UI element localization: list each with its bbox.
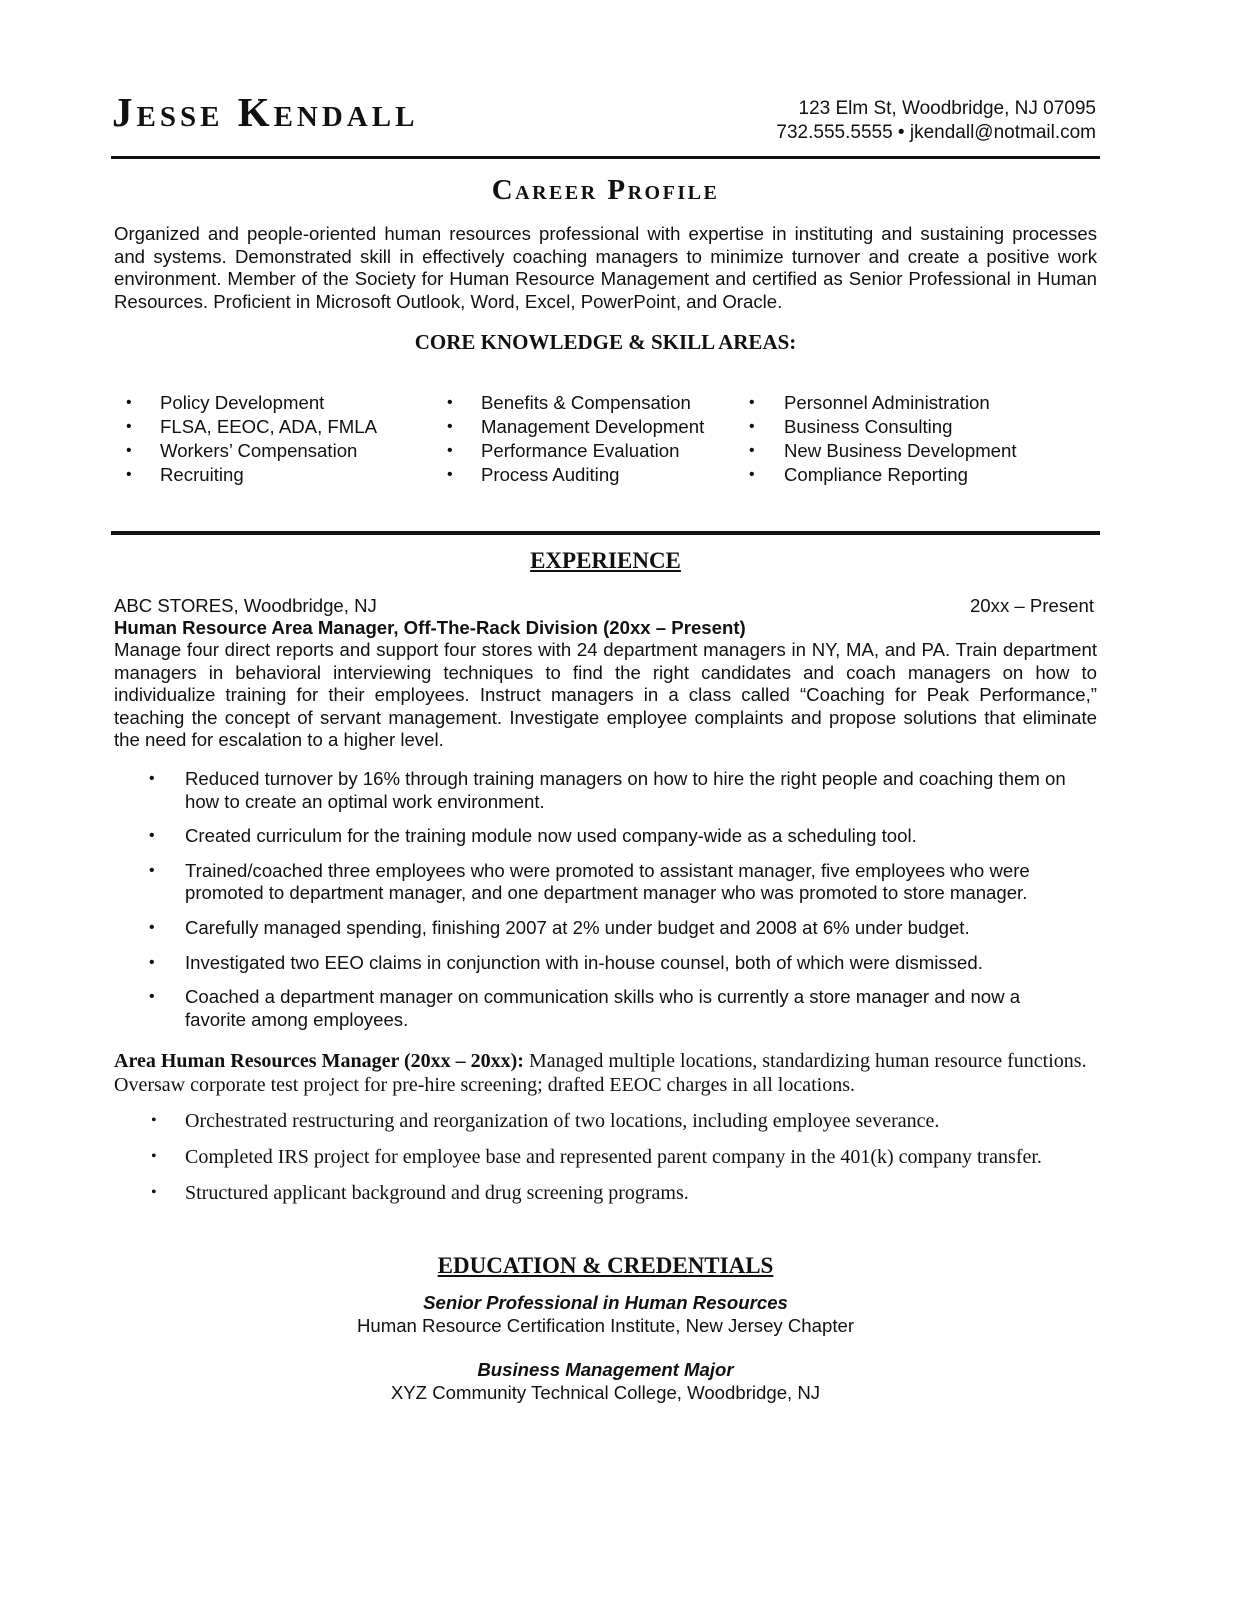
- prior-role-description: Managed multiple locations, standardizing human resource functions. Oversaw corporate test project for pre-hire screening; drafted EEOC charges in all locations.: [114, 1050, 1087, 1096]
- skill-item: • Process Auditing: [447, 464, 620, 485]
- list-item: • Created curriculum for the training module now used company-wide as a scheduling tool.: [149, 825, 917, 847]
- skill-item: • Personnel Administration: [749, 392, 990, 413]
- skill-item: • Workers’ Compensation: [126, 440, 358, 461]
- bullet-icon: •: [149, 770, 155, 787]
- skills-heading: CORE KNOWLEDGE & SKILL AREAS:: [414, 330, 797, 354]
- institution: Human Resource Certification Institute, New Jersey Chapter: [356, 1315, 855, 1336]
- list-item: • Reduced turnover by 16% through training managers on how to hire the right people and coaching them on how to create an optimal work environment.: [149, 768, 1066, 812]
- bullet-icon: •: [749, 466, 755, 483]
- career-profile-heading: Career Profile: [491, 174, 720, 206]
- institution: XYZ Community Technical College, Woodbridge, NJ: [390, 1382, 821, 1403]
- skill-item: • FLSA, EEOC, ADA, FMLA: [126, 416, 377, 437]
- bullet-icon: •: [149, 918, 155, 936]
- header-divider: [111, 156, 1100, 159]
- list-item: • Completed IRS project for employee base and represented parent company in the 401(k) company transfer.: [151, 1146, 1042, 1168]
- bullet-icon: •: [447, 466, 453, 483]
- bullet-icon: •: [749, 394, 755, 411]
- job-title: Human Resource Area Manager, Off-The-Rack Division (20xx – Present): [114, 617, 746, 638]
- bullet-icon: •: [151, 1184, 157, 1201]
- bullet-icon: •: [149, 953, 155, 971]
- job-description: Manage four direct reports and support four stores with 24 department managers in NY, MA, and PA. Train department managers in behavioral interviewing techniques to find the right candidates and coach managers on how to individualize training for their employees. Instruct managers in a class called “Coaching for Peak Performance,” teaching the concept of servant management. Investigate employee complaints and propose solutions that eliminate the need for escalation to a higher level.: [114, 639, 1097, 751]
- skill-item: • Management Development: [447, 416, 705, 437]
- skill-item: • New Business Development: [749, 440, 1017, 461]
- employer: ABC STORES, Woodbridge, NJ: [114, 595, 377, 616]
- prior-achievements-list: [151, 1109, 1085, 1217]
- skill-item: • Recruiting: [126, 464, 244, 485]
- education-heading: EDUCATION & CREDENTIALS: [437, 1253, 774, 1278]
- list-item: • Carefully managed spending, finishing 2007 at 2% under budget and 2008 at 6% under budget.: [149, 916, 970, 938]
- credential-name: Senior Professional in Human Resources: [423, 1292, 788, 1313]
- bullet-icon: •: [151, 1148, 157, 1165]
- list-item: • Investigated two EEO claims in conjunction with in-house counsel, both of which were dismissed.: [149, 951, 983, 973]
- education-item: [111, 1291, 1100, 1337]
- list-item: • Structured applicant background and drug screening programs.: [151, 1182, 689, 1204]
- prior-role-title: Area Human Resources Manager (20xx – 20xx):: [114, 1050, 524, 1072]
- experience-heading: EXPERIENCE: [530, 548, 681, 573]
- credential-name: Business Management Major: [477, 1359, 734, 1380]
- employer-line: [114, 595, 1094, 617]
- bullet-icon: •: [149, 861, 155, 879]
- achievements-list: [149, 768, 1085, 1043]
- skill-item: • Performance Evaluation: [447, 440, 680, 461]
- list-item: • Trained/coached three employees who were promoted to assistant manager, five employees who were promoted to department manager, and one department manager who was promoted to store manager.: [149, 859, 1030, 904]
- skill-item: • Policy Development: [126, 392, 325, 413]
- address: 123 Elm St, Woodbridge, NJ 07095: [798, 98, 1096, 119]
- skill-item: • Business Consulting: [749, 416, 953, 437]
- bullet-icon: •: [126, 442, 132, 459]
- section-divider: [111, 531, 1100, 535]
- skills-column-1: [126, 391, 377, 487]
- skill-item: • Compliance Reporting: [749, 464, 968, 485]
- list-item: • Orchestrated restructuring and reorganization of two locations, including employee severance.: [151, 1110, 940, 1132]
- education-item: [111, 1358, 1100, 1404]
- bullet-icon: •: [126, 394, 132, 411]
- phone-email: 732.555.5555 • jkendall@notmail.com: [776, 122, 1096, 143]
- prior-role: [114, 1050, 1097, 1097]
- list-item: • Coached a department manager on communication skills who is currently a store manager and now a favorite among employees.: [149, 986, 1021, 1030]
- bullet-icon: •: [447, 394, 453, 411]
- skills-column-3: [749, 391, 1017, 487]
- bullet-icon: •: [149, 988, 155, 1006]
- bullet-icon: •: [151, 1112, 157, 1129]
- bullet-icon: •: [749, 442, 755, 459]
- bullet-icon: •: [149, 827, 155, 845]
- bullet-icon: •: [126, 418, 132, 435]
- bullet-icon: •: [749, 418, 755, 435]
- bullet-icon: •: [447, 442, 453, 459]
- employment-dates: 20xx – Present: [969, 595, 1094, 616]
- candidate-name: Jesse Kendall: [112, 89, 419, 135]
- career-profile-summary: Organized and people-oriented human resources professional with expertise in instituting and sustaining processes and systems. Demonstrated skill in effectively coaching managers to minimize turnover and create a positive work environment. Member of the Society for Human Resource Management and certified as Senior Professional in Human Resources. Proficient in Microsoft Outlook, Word, Excel, PowerPoint, and Oracle.: [114, 223, 1097, 312]
- bullet-icon: •: [126, 466, 132, 483]
- contact-block: [776, 97, 1096, 145]
- skills-column-2: [447, 391, 705, 487]
- skill-item: • Benefits & Compensation: [447, 392, 691, 413]
- bullet-icon: •: [447, 418, 453, 435]
